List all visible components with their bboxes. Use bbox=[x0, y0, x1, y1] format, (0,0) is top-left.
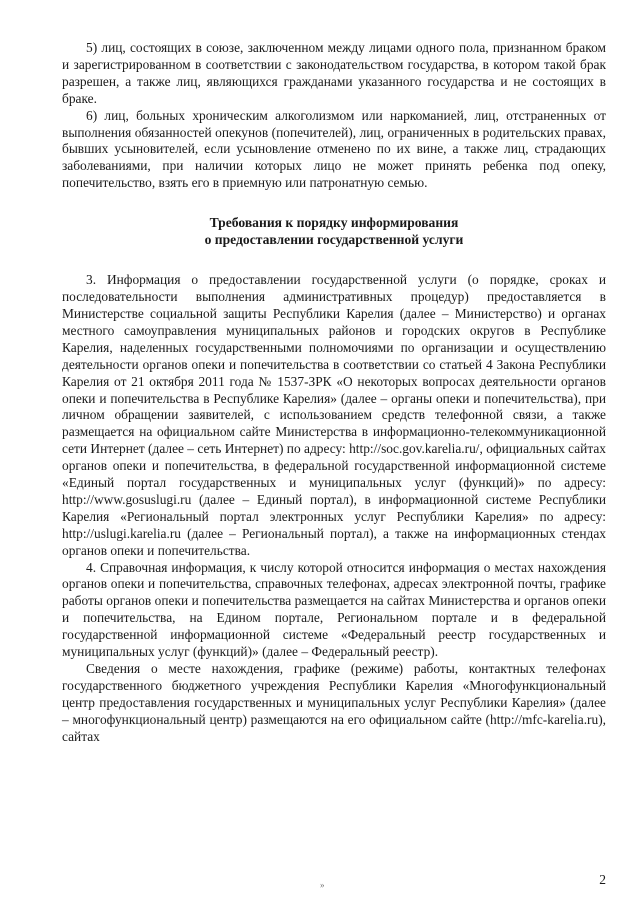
paragraph-item-5: 5) лиц, состоящих в союзе, заключенном между лицами одного пола, признанном браком и зарегистрированном в соответствии с законодательством государства, в котором такой брак разрешен, а также лиц, являющихся гражданами указанного государства и не состоящих в браке. bbox=[62, 40, 606, 106]
page-number: 2 bbox=[599, 872, 606, 887]
paragraph-clause-3: 3. Информация о предоставлении государственной услуги (о порядке, сроках и последовательности выполнения административных процедур) предоставляется в Министерстве социальной защиты Республики Карелия (далее – Министерство) и органах местного самоуправления муниципальных районов и городских округов в Республике Карелия, наделенных государственными полномочиями по организации и осуществлению деятельности органов опеки и попечительства в соответствии со статьей 4 Закона Республики Карелия от 21 октября 2011 года № 1537-ЗРК «О некоторых вопросах деятельности органов опеки и попечительства в Республике Карелия» (далее – органы опеки и попечительства), при личном обращении заявителей, с использованием средств телефонной связи, а также размещается на официальном сайте Министерства в информационно-телекоммуникационной сети Интернет (далее – сеть Интернет) по адресу: http://soc.gov.karelia.ru/, официальных сайтах органов опеки и попечительства, в федеральной государственной информационной системе «Единый портал государственных и муниципальных услуг (функций)» по адресу: http://www.gosuslugi.ru (далее – Единый портал), в информационной системе Республики Карелия «Региональный портал электронных услуг Республики Карелия» по адресу: http://uslugi.karelia.ru (далее – Региональный портал), а также на информационных стендах органов опеки и попечительства. bbox=[62, 272, 606, 558]
paragraph-mfc-info: Сведения о месте нахождения, графике (режиме) работы, контактных телефонах государственного бюджетного учреждения Республики Карелия «Многофункциональный центр предоставления государственных и муниципальных услуг Республики Карелия» (далее – многофункциональный центр) размещаются на его официальном сайте (http://mfc-karelia.ru), сайтах bbox=[62, 661, 606, 744]
paragraph-item-6: 6) лиц, больных хроническим алкоголизмом или наркоманией, лиц, отстраненных от выполнения обязанностей опекунов (попечителей), лиц, ограниченных в родительских правах, бывших усыновителей, если усыновление отменено по их вине, а также лиц, страдающих заболеваниями, при наличии которых лицо не может принять ребенка под опеку, попечительство, взять его в приемную или патронатную семью. bbox=[62, 107, 606, 191]
section-heading bbox=[62, 214, 606, 248]
heading-line-2: о предоставлении государственной услуги bbox=[204, 232, 464, 248]
paragraph-clause-4: 4. Справочная информация, к числу которой относится информация о местах нахождения органов опеки и попечительства, справочных телефонах, адресах электронной почты, графике работы органов опеки и попечительства размещается на сайтах Министерства и органов опеки и попечительства, на Едином портале, Региональном портале и в федеральной государственной информационной системе «Федеральный реестр государственных и муниципальных услуг (функций)» (далее – Федеральный реестр). bbox=[62, 559, 606, 660]
heading-line-1: Требования к порядку информирования bbox=[209, 215, 459, 231]
scan-mark: » bbox=[320, 880, 325, 890]
